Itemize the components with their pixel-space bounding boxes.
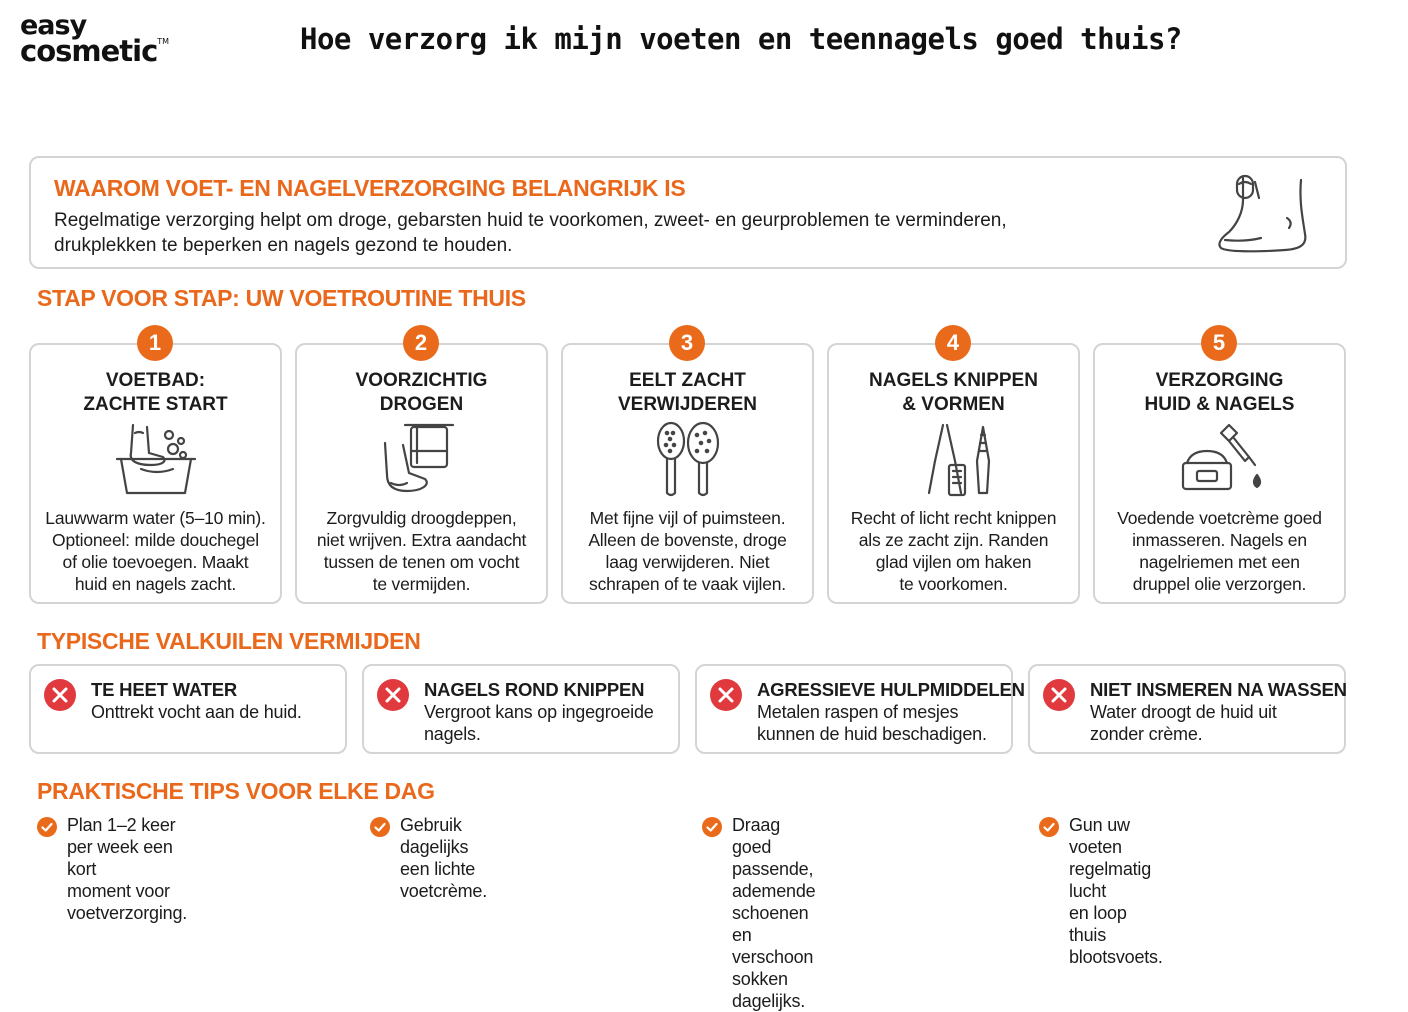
step-number-1: 1 [137,325,173,361]
pitfall-title: NIET INSMEREN NA WASSEN [1090,679,1347,700]
pitfall-card-2 [362,664,680,754]
pitfall-title: NAGELS ROND KNIPPEN [424,679,645,700]
towel-icon [373,421,473,501]
page-title: Hoe verzorg ik mijn voeten en teennagels goed thuis? [300,22,1182,56]
intro-card [29,156,1347,269]
step-title: EELT ZACHT VERWIJDEREN [617,370,757,415]
step-card-4 [827,343,1080,604]
pitfall-text: Metalen raspen of mesjes kunnen de huid beschadigen. [757,702,987,744]
step-card-5 [1093,343,1346,604]
logo-line-1: easy [20,10,87,41]
step-number-4: 4 [935,325,971,361]
step-text: Recht of licht recht knippen als ze zacht zijn. Randen glad vijlen om haken te voorkomen. [850,508,1057,594]
step-number-5: 5 [1201,325,1237,361]
step-number-3: 3 [669,325,705,361]
tip-text: Plan 1–2 keer per week een kort moment voor voetverzorging. [67,815,188,923]
step-text: Zorgvuldig droogdeppen, niet wrijven. Extra aandacht tussen de tenen om vocht te vermijden. [316,508,527,594]
pitfall-title: TE HEET WATER [91,679,238,700]
tip-text: Gun uw voeten regelmatig lucht en loop thuis blootsvoets. [1069,815,1163,967]
step-text: Voedende voetcrème goed inmasseren. Nagels en nagelriemen met een druppel olie verzorgen. [1117,508,1322,594]
step-title: VOORZICHTIG DROGEN [355,370,488,415]
pitfall-text: Water droogt de huid uit zonder crème. [1090,702,1277,744]
step-number-2: 2 [403,325,439,361]
check-circle-icon [370,817,390,837]
x-circle-icon [44,679,76,711]
step-text: Met fijne vijl of puimsteen. Alleen de bovenste, droge laag verwijderen. Niet schrapen of te vaak vijlen. [588,508,787,594]
step-text: Lauwwarm water (5–10 min). Optioneel: milde douchegel of olie toevoegen. Maakt huid en nagels zacht. [45,508,266,594]
logo-trademark: TM [157,37,170,47]
tips-section-title: PRAKTISCHE TIPS VOOR ELKE DAG [37,778,435,804]
x-circle-icon [377,679,409,711]
steps-section-title: STAP VOOR STAP: UW VOETROUTINE THUIS [37,285,526,311]
step-title: NAGELS KNIPPEN & VORMEN [869,370,1038,415]
nail-clipper-icon [905,421,1005,501]
pitfall-card-1 [29,664,347,754]
tip-text: Gebruik dagelijks een lichte voetcrème. [400,815,488,901]
pitfall-title: AGRESSIEVE HULPMIDDELEN [757,679,1025,700]
pitfall-card-3 [695,664,1025,754]
check-circle-icon [702,817,722,837]
step-card-2 [295,343,548,604]
step-title: VOETBAD: ZACHTE START [83,370,228,415]
pitfall-card-4 [1028,664,1346,754]
logo-line-2 [20,34,170,69]
foot-icon [1215,172,1315,256]
footbath-icon [107,421,207,501]
intro-title: WAAROM VOET- EN NAGELVERZORGING BELANGRIJK IS [54,175,686,201]
tip-text: Draag goed passende, ademende schoenen en verschoon sokken dagelijks. [732,815,816,1011]
check-circle-icon [37,817,57,837]
cream-dropper-icon [1171,421,1271,501]
step-card-1 [29,343,282,604]
check-circle-icon [1039,817,1059,837]
x-circle-icon [710,679,742,711]
pitfall-text: Onttrekt vocht aan de huid. [91,702,302,722]
pitfalls-section-title: TYPISCHE VALKUILEN VERMIJDEN [37,628,421,654]
pumice-file-icon [639,421,739,501]
pitfall-text: Vergroot kans op ingegroeide nagels. [424,702,654,744]
step-title: VERZORGING HUID & NAGELS [1144,370,1295,415]
logo-line-2-text: cosmetic [20,34,158,69]
brand-logo [20,10,170,69]
x-circle-icon [1043,679,1075,711]
step-card-3 [561,343,814,604]
intro-text: Regelmatige verzorging helpt om droge, gebarsten huid te voorkomen, zweet- en geurproblemen te verminderen, drukplekken te beperken en nagels gezond te houden. [54,210,1007,256]
